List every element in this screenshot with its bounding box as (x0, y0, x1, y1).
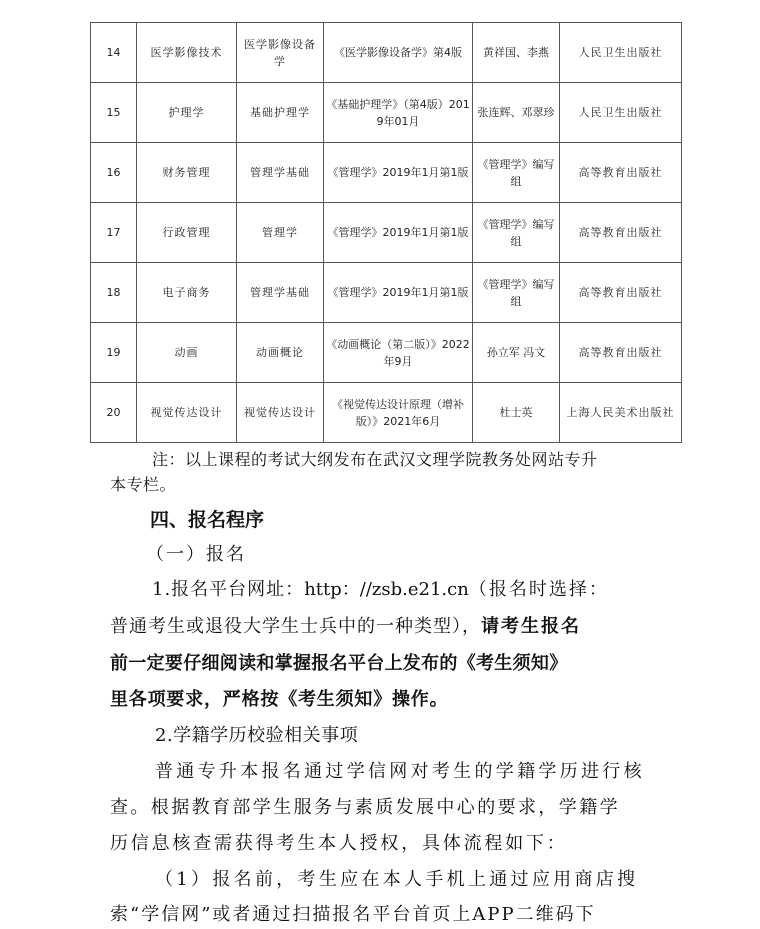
table-row (91, 383, 682, 443)
item1-line-2-text: 普通考生或退役大学生士兵中的一种类型）， (110, 616, 481, 637)
author-cell: 《管理学》编写组 (473, 203, 560, 263)
table-row (91, 203, 682, 263)
textbook-cell: 《基础护理学》（第4版）2019年01月 (324, 83, 473, 143)
course-cell: 动画概论 (237, 323, 324, 383)
major-cell: 视觉传达设计 (137, 383, 237, 443)
course-cell: 基础护理学 (237, 83, 324, 143)
publisher-cell: 高等教育出版社 (560, 263, 682, 323)
publisher-cell: 人民卫生出版社 (560, 23, 682, 83)
note-line-2: 本专栏。 (110, 475, 177, 494)
author-cell: 孙立军 冯文 (473, 323, 560, 383)
author-cell: 张连辉、邓翠珍 (473, 83, 560, 143)
item1-line-1 (152, 575, 712, 601)
major-cell: 护理学 (137, 83, 237, 143)
registration-url: http：//zsb.e21.cn (304, 579, 469, 600)
publisher-cell: 高等教育出版社 (560, 323, 682, 383)
author-cell: 黄祥国、李燕 (473, 23, 560, 83)
major-cell: 财务管理 (137, 143, 237, 203)
textbook-cell: 《管理学》2019年1月第1版 (324, 143, 473, 203)
publisher-cell: 高等教育出版社 (560, 143, 682, 203)
course-cell: 管理学基础 (237, 143, 324, 203)
course-table (90, 22, 682, 443)
row-number: 14 (91, 23, 137, 83)
row-number: 20 (91, 383, 137, 443)
item2-line-3: 历信息核查需获得考生本人授权，具体流程如下： (110, 833, 568, 854)
item1-line-4: 里各项要求，严格按《考生须知》操作。 (110, 689, 449, 710)
row-number: 17 (91, 203, 137, 263)
row-number: 15 (91, 83, 137, 143)
table-row (91, 143, 682, 203)
major-cell: 动画 (137, 323, 237, 383)
publisher-cell: 人民卫生出版社 (560, 83, 682, 143)
row-number: 16 (91, 143, 137, 203)
item2-line-1: 普通专升本报名通过学信网对考生的学籍学历进行核 (155, 761, 645, 782)
subsection-heading: （一）报名 (146, 544, 246, 565)
section-heading: 四、报名程序 (150, 509, 265, 531)
row-number: 19 (91, 323, 137, 383)
note-line-1: 注：以上课程的考试大纲发布在武汉文理学院教务处网站专升 (152, 450, 598, 469)
author-cell: 杜士英 (473, 383, 560, 443)
item1-line-2 (110, 612, 670, 638)
item2-line-5: 索“学信网”或者通过扫描报名平台首页上APP二维码下 (110, 904, 596, 925)
course-cell: 医学影像设备学 (237, 23, 324, 83)
item1-hint: （报名时选择： (468, 579, 609, 600)
publisher-cell: 高等教育出版社 (560, 203, 682, 263)
textbook-cell: 《医学影像设备学》第4版 (324, 23, 473, 83)
row-number: 18 (91, 263, 137, 323)
textbook-cell: 《动画概论（第二版）》2022年9月 (324, 323, 473, 383)
course-cell: 管理学基础 (237, 263, 324, 323)
publisher-cell: 上海人民美术出版社 (560, 383, 682, 443)
course-cell: 视觉传达设计 (237, 383, 324, 443)
item1-label: 1.报名平台网址： (152, 579, 305, 600)
table-row (91, 23, 682, 83)
major-cell: 电子商务 (137, 263, 237, 323)
course-cell: 管理学 (237, 203, 324, 263)
major-cell: 医学影像技术 (137, 23, 237, 83)
table-row (91, 323, 682, 383)
author-cell: 《管理学》编写组 (473, 143, 560, 203)
item2-line-2: 查。根据教育部学生服务与素质发展中心的要求，学籍学 (110, 797, 620, 818)
table-row (91, 83, 682, 143)
textbook-cell: 《管理学》2019年1月第1版 (324, 203, 473, 263)
item2-line-4: （1）报名前，考生应在本人手机上通过应用商店搜 (155, 869, 639, 890)
textbook-cell: 《视觉传达设计原理（增补版）》2021年6月 (324, 383, 473, 443)
major-cell: 行政管理 (137, 203, 237, 263)
item2-heading: 2.学籍学历校验相关事项 (155, 725, 359, 746)
table-row (91, 263, 682, 323)
textbook-cell: 《管理学》2019年1月第1版 (324, 263, 473, 323)
author-cell: 《管理学》编写组 (473, 263, 560, 323)
item1-line-3: 前一定要仔细阅读和掌握报名平台上发布的《考生须知》 (110, 653, 568, 674)
item1-line-2-bold: 请考生报名 (481, 616, 581, 637)
